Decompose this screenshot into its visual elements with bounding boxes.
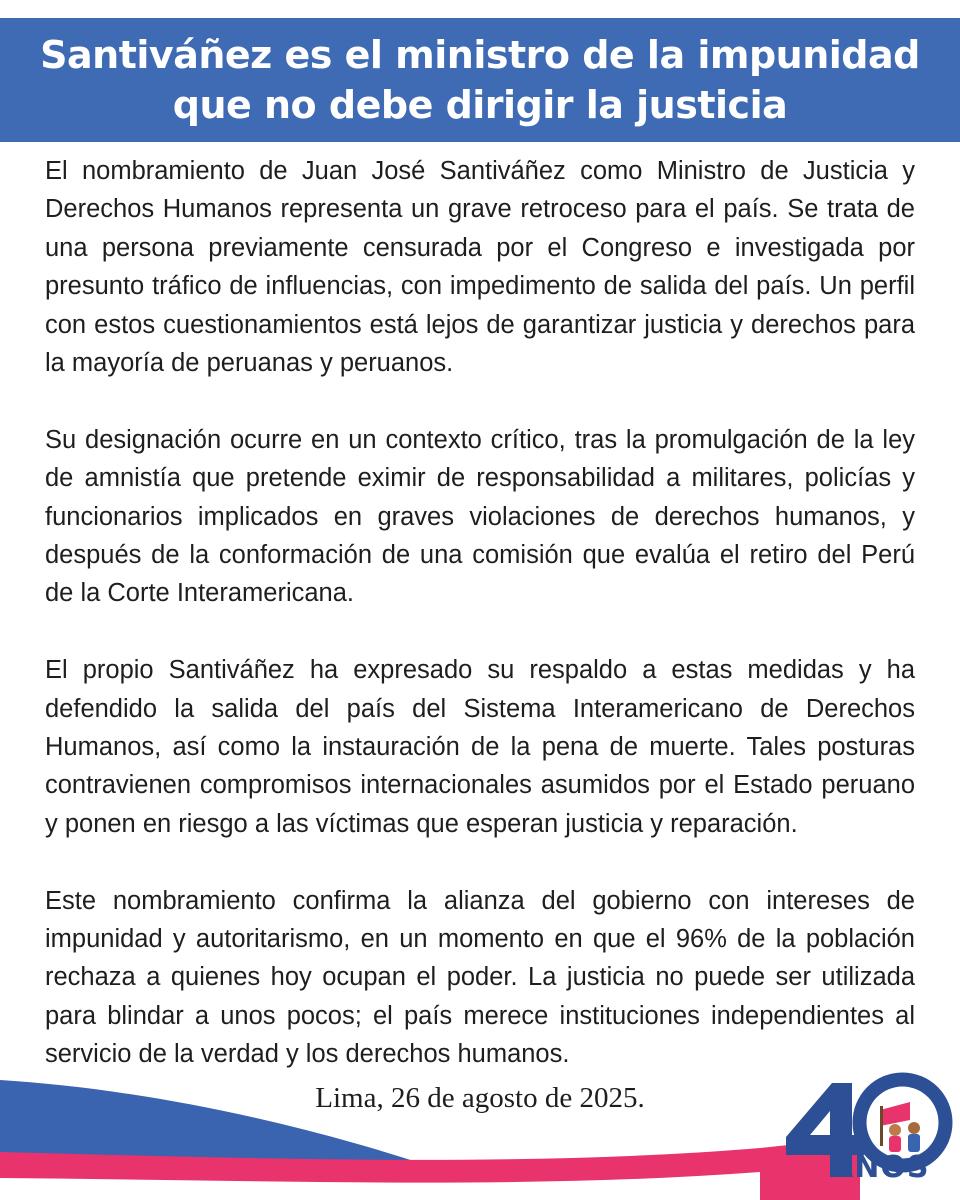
top-margin — [0, 0, 960, 18]
paragraph-3: El propio Santiváñez ha expresado su respaldo a estas medidas y ha defendido la salida del país del Sistema Interamericano de Derechos Humanos, así como la instauración de la pena de muerte. Tales posturas contravienen compromisos internacionales asumidos por el Estado peruano y ponen en riesgo a las víctimas que esperan justicia y reparación. — [45, 656, 915, 838]
paragraph-2: Su designación ocurre en un contexto crítico, tras la promulgación de la ley de amnistía que pretende eximir de responsabilidad a militares, policías y funcionarios implicados en graves violaciones de derechos humanos, y después de la conformación de una comisión que evalúa el retiro del Perú de la Corte Interamericana. — [45, 425, 915, 608]
title-banner — [0, 18, 960, 142]
title-line-1: Santiváñez es el ministro de la impunidad — [40, 33, 920, 77]
title-line-2: que no debe dirigir la justicia — [172, 83, 788, 127]
page-title — [30, 30, 930, 130]
anniversary-word: AÑOS — [830, 1150, 930, 1185]
person-figure-left — [889, 1124, 901, 1136]
paragraph-1: El nombramiento de Juan José Santiváñez como Ministro de Justicia y Derechos Humanos representa un grave retroceso para el país. Se trata de una persona previamente censurada por el Congreso e investigada por presunto tráfico de influencias, con impedimento de salida del país. Un perfil con estos cuestionamientos está lejos de garantizar justicia y derechos para la mayoría de peruanas y peruanos. — [45, 157, 915, 378]
statement-body — [45, 152, 915, 1112]
paragraph-4: Este nombramiento confirma la alianza del gobierno con intereses de impunidad y autoritarismo, en un momento en que el 96% de la población rechaza a quienes hoy ocupan el poder. La justicia no puede ser utilizada para blindar a unos pocos; el país merece instituciones independientes al servicio de la verdad y los derechos humanos. — [45, 886, 915, 1069]
person-figure-right — [908, 1122, 920, 1134]
signature-date: Lima, 26 de agosto de 2025. — [315, 1082, 645, 1114]
